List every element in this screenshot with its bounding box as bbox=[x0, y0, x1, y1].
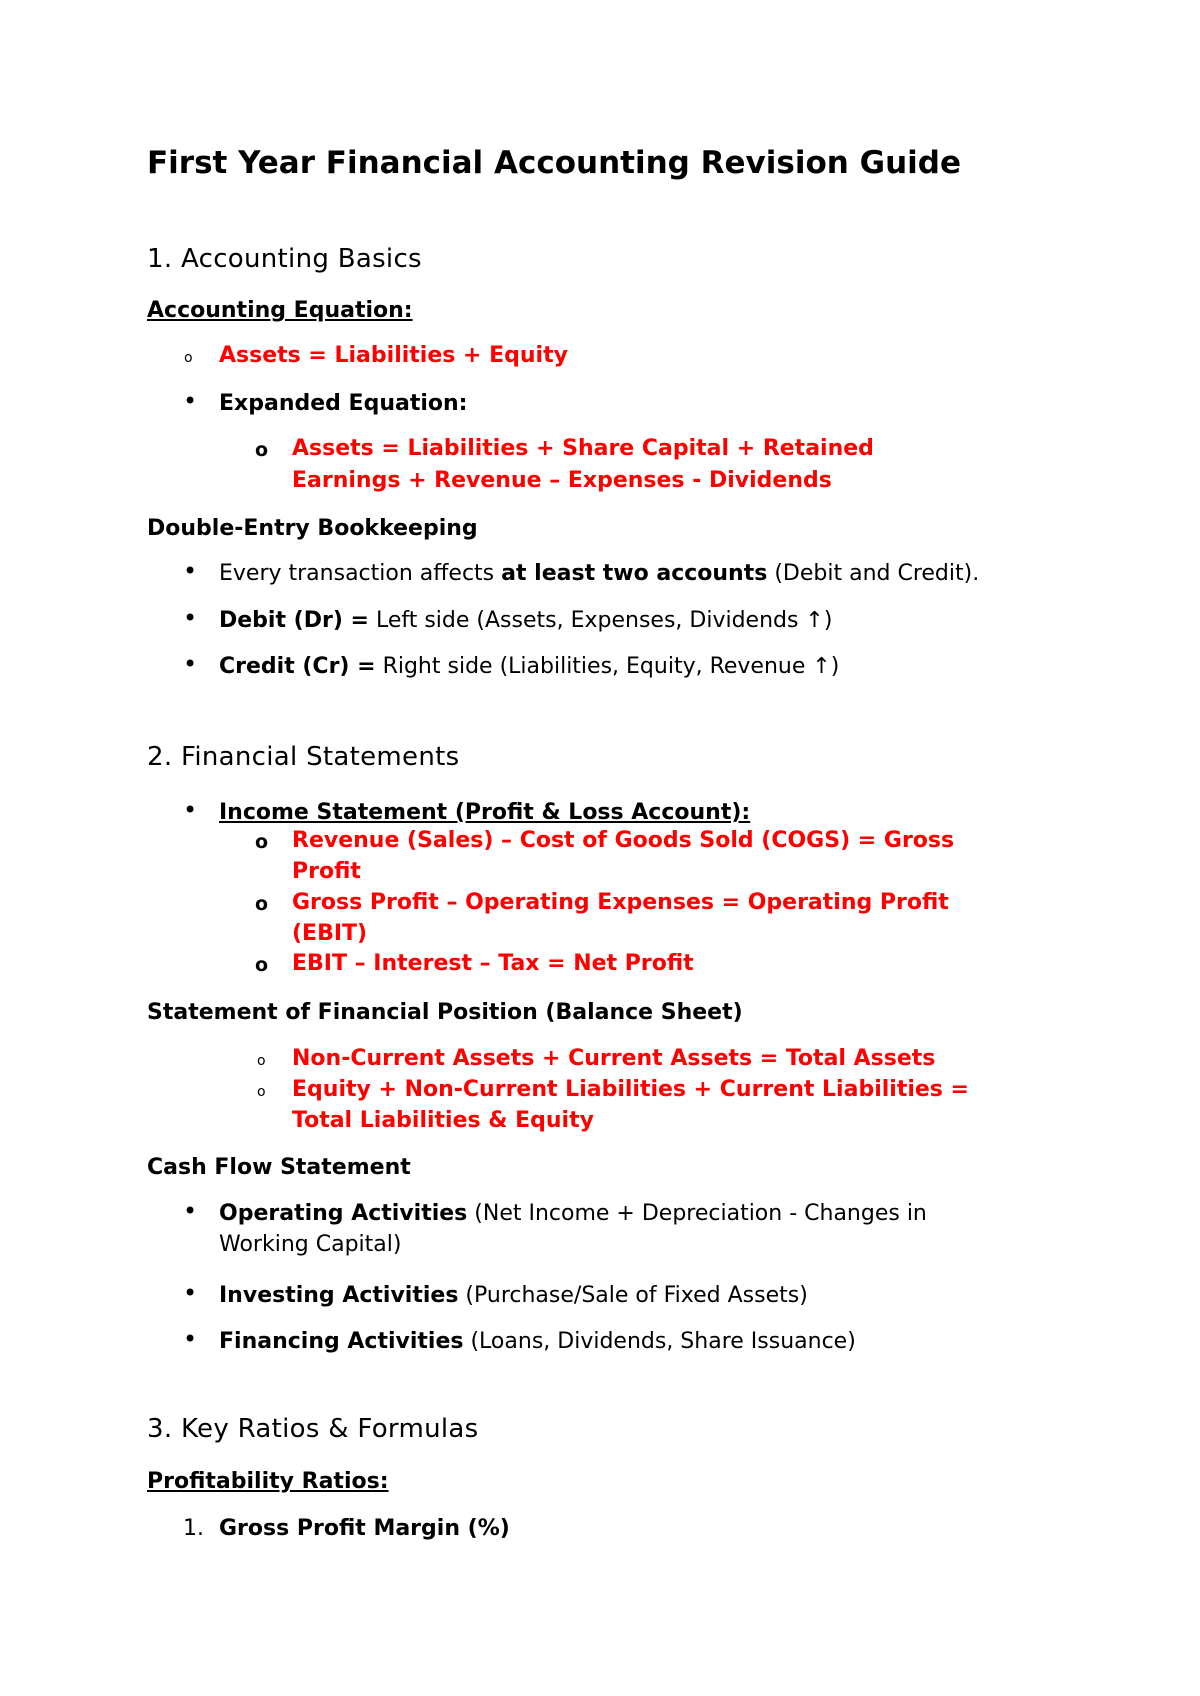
bullet: • bbox=[183, 604, 198, 632]
income-statement-formula-2-line-2: (EBIT) bbox=[292, 921, 368, 946]
income-statement-formula-1-line-1: Revenue (Sales) – Cost of Goods Sold (COGS) = Gross bbox=[292, 828, 955, 853]
accounting-equation-label: Accounting Equation: bbox=[147, 298, 413, 323]
double-entry-item-1: Every transaction affects at least two accounts (Debit and Credit). bbox=[219, 561, 980, 586]
profitability-ratios-label: Profitability Ratios: bbox=[147, 1469, 389, 1494]
expanded-equation-line-2: Earnings + Revenue – Expenses - Dividends bbox=[292, 468, 832, 493]
circle-bullet: o bbox=[184, 350, 193, 366]
bullet: • bbox=[183, 650, 198, 678]
section-heading-accounting-basics: 1. Accounting Basics bbox=[147, 244, 422, 274]
income-statement-formula-2-line-1: Gross Profit – Operating Expenses = Operating Profit bbox=[292, 890, 949, 915]
accounting-equation: Assets = Liabilities + Equity bbox=[219, 343, 568, 368]
section-heading-financial-statements: 2. Financial Statements bbox=[147, 742, 460, 772]
circle-bullet: o bbox=[255, 893, 269, 915]
section-heading-key-ratios: 3. Key Ratios & Formulas bbox=[147, 1414, 479, 1444]
expanded-equation-label: Expanded Equation: bbox=[219, 391, 468, 416]
bullet: • bbox=[183, 387, 198, 415]
balance-sheet-formula-2-line-1: Equity + Non-Current Liabilities + Current Liabilities = bbox=[292, 1077, 969, 1102]
circle-bullet: o bbox=[257, 1084, 266, 1100]
bullet: • bbox=[183, 557, 198, 585]
circle-bullet: o bbox=[257, 1053, 266, 1069]
list-number: 1. bbox=[183, 1516, 204, 1541]
circle-bullet: o bbox=[255, 831, 269, 853]
income-statement-formula-1-line-2: Profit bbox=[292, 859, 361, 884]
cash-flow-operating: Operating Activities (Net Income + Depreciation - Changes in bbox=[219, 1201, 927, 1226]
bullet: • bbox=[183, 1325, 198, 1353]
circle-bullet: o bbox=[255, 954, 269, 976]
cash-flow-label: Cash Flow Statement bbox=[147, 1155, 411, 1180]
income-statement-formula-3: EBIT – Interest – Tax = Net Profit bbox=[292, 951, 694, 976]
double-entry-item-debit: Debit (Dr) = Left side (Assets, Expenses, Dividends ↑) bbox=[219, 608, 833, 633]
gross-profit-margin-item: Gross Profit Margin (%) bbox=[219, 1516, 510, 1541]
double-entry-item-credit: Credit (Cr) = Right side (Liabilities, Equity, Revenue ↑) bbox=[219, 654, 840, 679]
cash-flow-investing: Investing Activities (Purchase/Sale of Fixed Assets) bbox=[219, 1283, 808, 1308]
bullet: • bbox=[183, 1279, 198, 1307]
balance-sheet-label: Statement of Financial Position (Balance Sheet) bbox=[147, 1000, 743, 1025]
document-title: First Year Financial Accounting Revision Guide bbox=[147, 145, 961, 181]
bullet: • bbox=[183, 796, 198, 824]
expanded-equation-line-1: Assets = Liabilities + Share Capital + Retained bbox=[292, 436, 874, 461]
balance-sheet-formula-2-line-2: Total Liabilities & Equity bbox=[292, 1108, 594, 1133]
income-statement-label: Income Statement (Profit & Loss Account): bbox=[219, 800, 751, 825]
bullet: • bbox=[183, 1197, 198, 1225]
cash-flow-operating-line-2: Working Capital) bbox=[219, 1232, 402, 1257]
cash-flow-financing: Financing Activities (Loans, Dividends, Share Issuance) bbox=[219, 1329, 856, 1354]
balance-sheet-formula-1: Non-Current Assets + Current Assets = Total Assets bbox=[292, 1046, 936, 1071]
double-entry-label: Double-Entry Bookkeeping bbox=[147, 516, 478, 541]
circle-bullet: o bbox=[255, 439, 269, 461]
